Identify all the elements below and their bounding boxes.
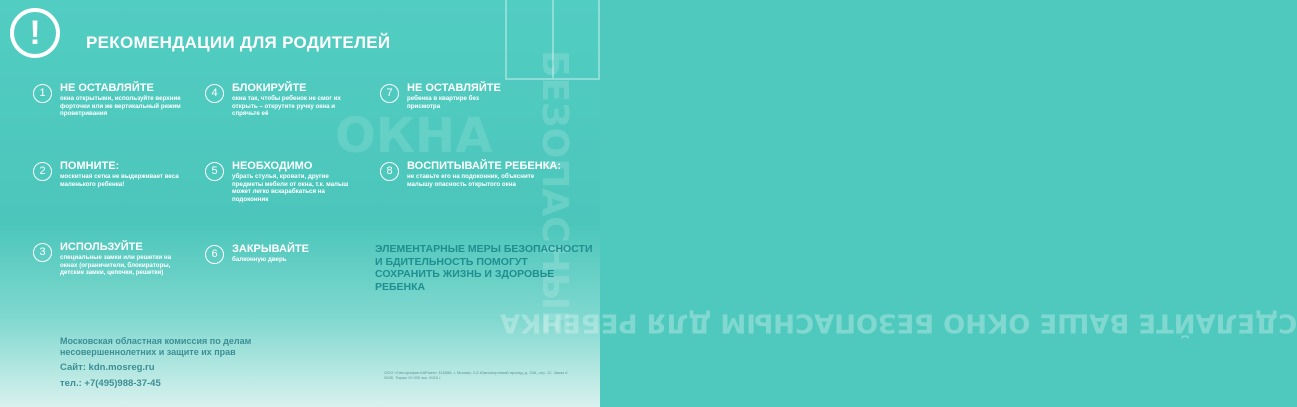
item-text: специальные замки или решетки на окнах (ограничители, блокираторы, детские замки, цепочки, решетки) [60, 254, 172, 277]
exclamation-icon: ! [10, 8, 60, 58]
item-text: окна так, чтобы ребенок не смог их открыть – открутите ручку окна и спрячьте её [232, 95, 341, 118]
item-title: ЗАКРЫВАЙТЕ [232, 243, 309, 255]
commission-name: Московская областная комиссия по делам несовершеннолетних и защите их прав [60, 336, 252, 357]
background-word-okna: ОКНА [335, 108, 493, 164]
item-text: убрать стулья, кровати, другие предметы мебели от окна, т.к. малыш может легко вскарабкаться на подоконник [232, 173, 349, 203]
phone-number: тел.: +7(495)988-37-45 [60, 378, 161, 389]
item-title: ПОМНИТЕ: [60, 160, 120, 172]
item-title: ИСПОЛЬЗУЙТЕ [60, 241, 143, 253]
item-title: НЕОБХОДИМО [232, 160, 313, 172]
number-badge: 1 [33, 84, 52, 103]
number-badge: 7 [380, 84, 399, 103]
number-badge: 8 [380, 162, 399, 181]
item-title: НЕ ОСТАВЛЯЙТЕ [60, 82, 154, 94]
printing-imprint: ООО «Типография КАРмен» 115088, г. Москва, 2-й Южнопортовый проезд, д. 20А, стр. 12. Заказ # 0538. Тираж 10 000 экз. 2015 г. [384, 370, 568, 380]
number-badge: 4 [205, 84, 224, 103]
number-badge: 6 [205, 245, 224, 264]
item-title: НЕ ОСТАВЛЯЙТЕ [407, 82, 501, 94]
number-badge: 3 [33, 243, 52, 262]
website-link[interactable]: Сайт: kdn.mosreg.ru [60, 362, 155, 373]
number-badge: 5 [205, 162, 224, 181]
item-text: окна открытыми, используйте верхние форточки или же вертикальный режим проветривания [60, 95, 181, 118]
item-text: балконную дверь [232, 256, 287, 263]
background-word-vertical: БЕЗОПАСНЫЕ [534, 50, 575, 335]
page-title: РЕКОМЕНДАЦИИ ДЛЯ РОДИТЕЛЕЙ [86, 33, 391, 52]
item-title: ВОСПИТЫВАЙТЕ РЕБЕНКА: [407, 160, 562, 172]
item-text: не ставьте его на подоконник, объясните малышу опасность открытого окна [407, 173, 535, 188]
number-badge: 2 [33, 162, 52, 181]
background-word-mirrored: СДЕЛАЙТЕ ВАШЕ ОКНО БЕЗОПАСНЫМ ДЛЯ РЕБЕНКА [500, 307, 1297, 338]
item-title: БЛОКИРУЙТЕ [232, 82, 307, 94]
safety-slogan: ЭЛЕМЕНТАРНЫЕ МЕРЫ БЕЗОПАСНОСТИ И БДИТЕЛЬНОСТЬ ПОМОГУТ СОХРАНИТЬ ЖИЗНЬ И ЗДОРОВЬЕ РЕБЕНКА [375, 243, 593, 293]
item-text: москитная сетка не выдерживает веса маленького ребенка! [60, 173, 179, 188]
item-text: ребенка в квартире без присмотра [407, 95, 479, 110]
